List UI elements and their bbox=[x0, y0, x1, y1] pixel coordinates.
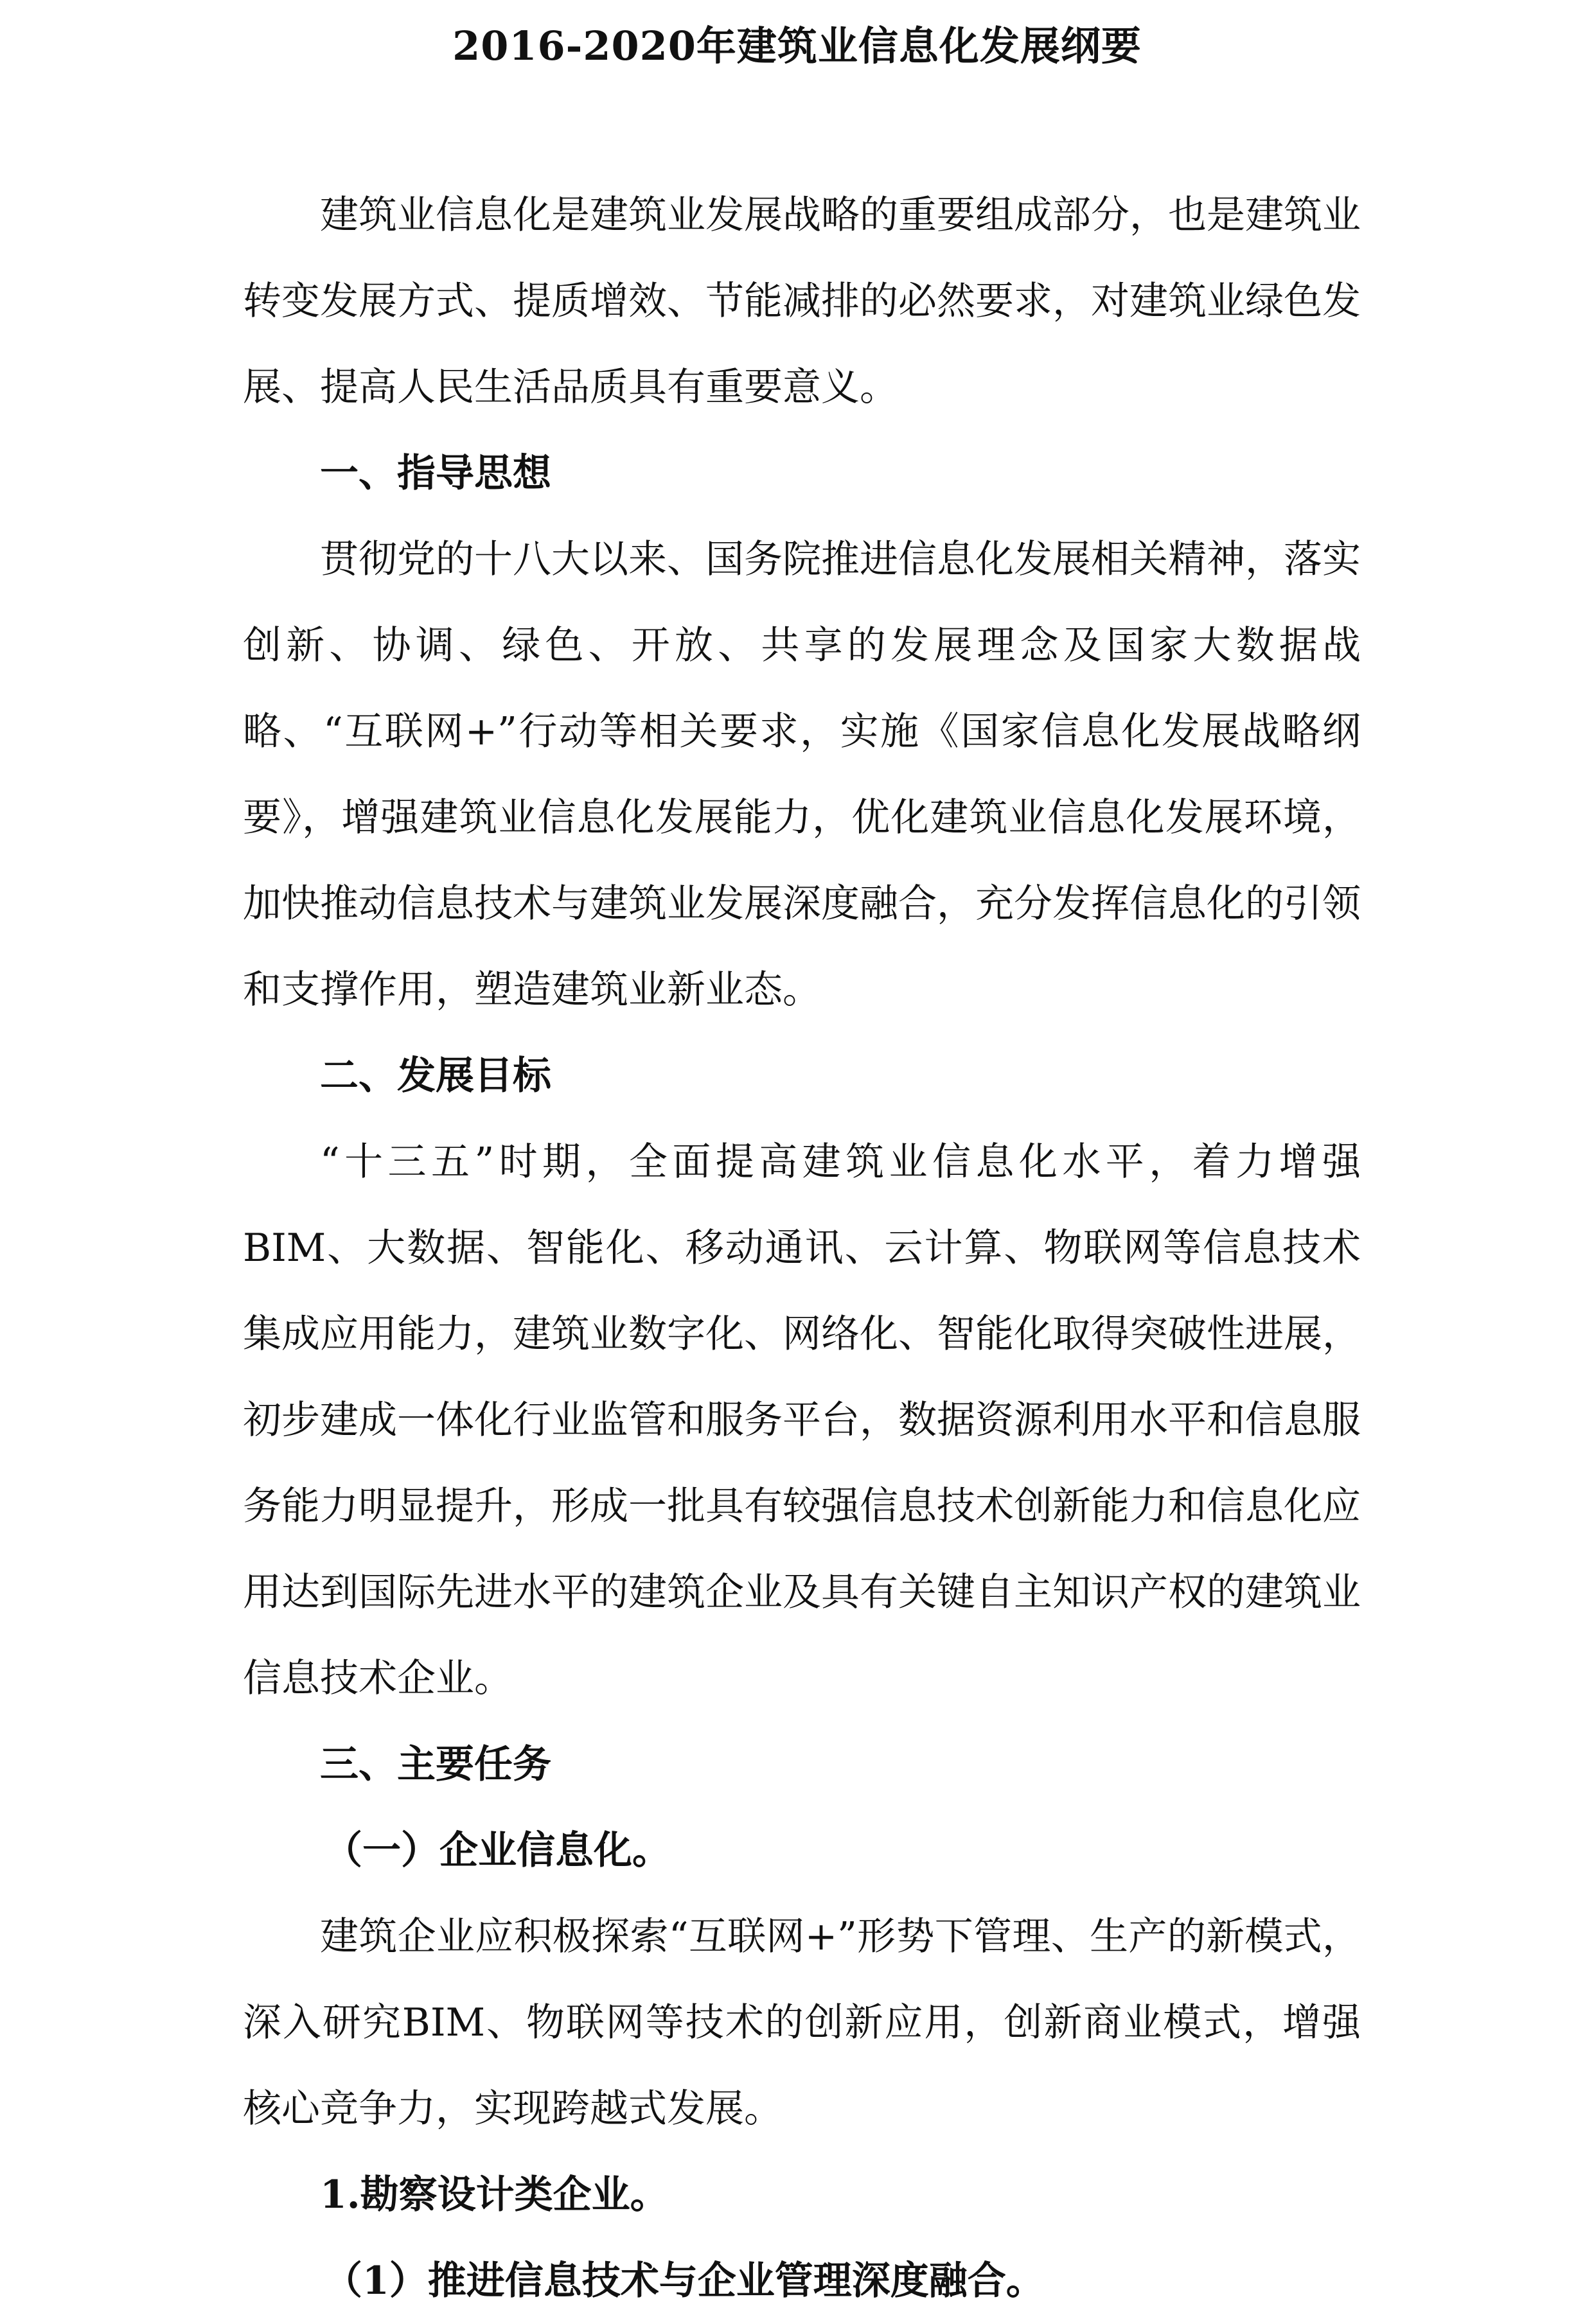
section-heading-development-goals: 二、发展目标 bbox=[320, 1053, 551, 1098]
guiding-ideology-paragraph: 贯彻党的十八大以来、国务院推进信息化发展相关精神，落实创新、协调、绿色、开放、共享的发展理念及国家大数据战略、“互联网+”行动等相关要求，实施《国家信息化发展战略纲要》，增强建筑业信息化发展能力，优化建筑业信息化发展环境，加快推动信息技术与建筑业发展深度融合，充分发挥信息化的引领和支撑作用，塑造建筑业新业态。 bbox=[243, 537, 1361, 1012]
section-heading-main-tasks: 三、主要任务 bbox=[320, 1742, 551, 1787]
development-goals-paragraph: “十三五”时期，全面提高建筑业信息化水平，着力增强BIM、大数据、智能化、移动通讯、云计算、物联网等信息技术集成应用能力，建筑业数字化、网络化、智能化取得突破性进展，初步建成一体化行业监管和服务平台，数据资源利用水平和信息服务能力明显提升，形成一批具有较强信息技术创新能力和信息化应用达到国际先进水平的建筑企业及具有关键自主知识产权的建筑业信息技术企业。 bbox=[243, 1140, 1361, 1701]
item-heading-survey-design-enterprises: 1.勘察设计类企业。 bbox=[320, 2172, 669, 2217]
enterprise-informatization-paragraph: 建筑企业应积极探索“互联网+”形势下管理、生产的新模式，深入研究BIM、物联网等技术的创新应用，创新商业模式，增强核心竞争力，实现跨越式发展。 bbox=[243, 1914, 1361, 2131]
document-title: 2016-2020年建筑业信息化发展纲要 bbox=[452, 22, 1142, 69]
item-subheading-it-management-integration: （1）推进信息技术与企业管理深度融合。 bbox=[324, 2258, 1045, 2303]
subsection-heading-enterprise-informatization: （一）企业信息化。 bbox=[324, 1828, 671, 1873]
section-heading-guiding-ideology: 一、指导思想 bbox=[320, 451, 551, 496]
intro-paragraph: 建筑业信息化是建筑业发展战略的重要组成部分，也是建筑业转变发展方式、提质增效、节能减排的必然要求，对建筑业绿色发展、提高人民生活品质具有重要意义。 bbox=[243, 193, 1361, 410]
document-body bbox=[243, 172, 1361, 2324]
